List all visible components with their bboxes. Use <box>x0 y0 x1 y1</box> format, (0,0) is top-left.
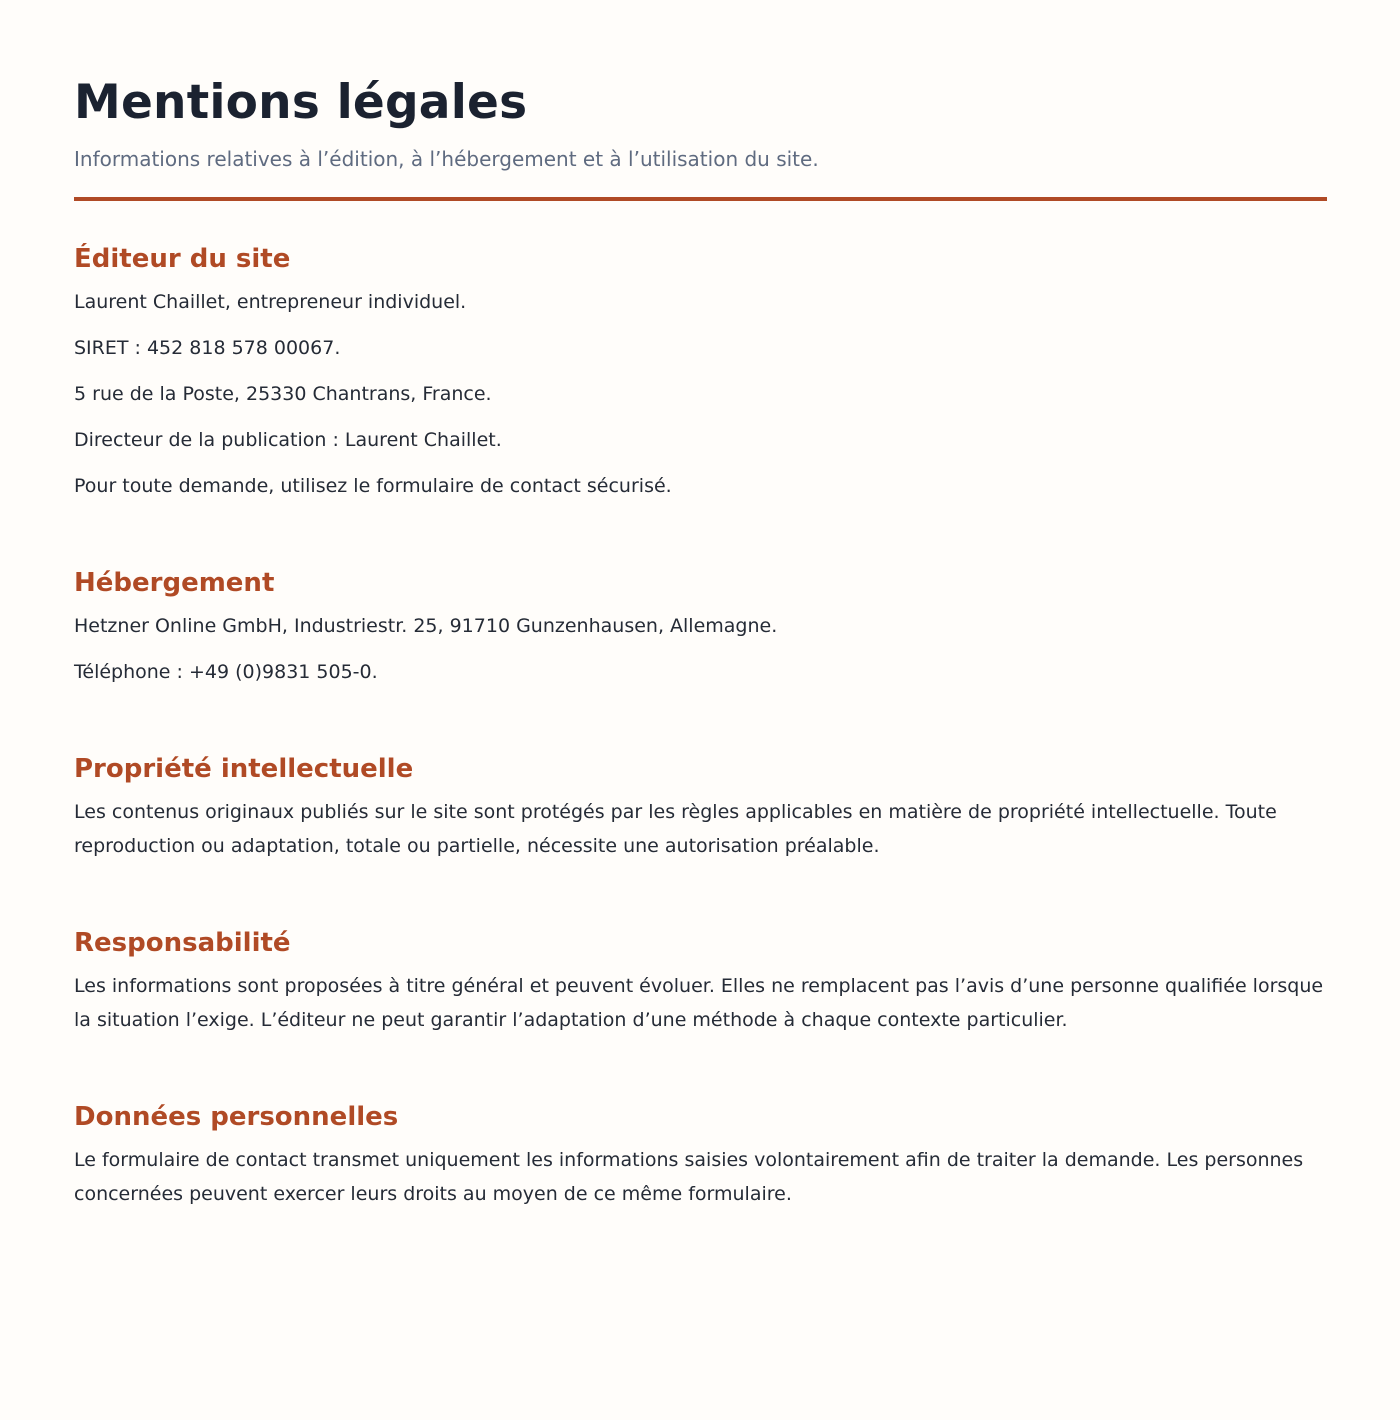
section-body <box>74 1143 1326 1211</box>
paragraph: Les informations sont proposées à titre général et peuvent évoluer. Elles ne remplacent pas l’avis d’une personne qualifiée lorsque la situation l’exige. L’éditeur ne peut garantir l’adaptation d’une méthode à chaque contexte particulier. <box>74 975 1324 1031</box>
section-body <box>74 285 1326 503</box>
page-title: Mentions légales <box>74 75 528 130</box>
section-donnees-personnelles <box>74 1099 1326 1211</box>
section-responsabilite <box>74 925 1326 1037</box>
section-title: Données personnelles <box>74 1102 399 1132</box>
paragraph: Les contenus originaux publiés sur le site sont protégés par les règles applicables en matière de propriété intellectuelle. Toute reproduction ou adaptation, totale ou partielle, nécessite une autorisation préalable. <box>74 801 1277 857</box>
section-title: Responsabilité <box>74 928 291 958</box>
header-divider <box>74 197 1327 201</box>
paragraph: Laurent Chaillet, entrepreneur individuel. <box>74 291 467 313</box>
section-title: Éditeur du site <box>74 244 291 274</box>
section-body <box>74 609 1326 689</box>
section-title: Hébergement <box>74 568 275 598</box>
paragraph: Hetzner Online GmbH, Industriestr. 25, 91710 Gunzenhausen, Allemagne. <box>74 615 778 637</box>
section-title: Propriété intellectuelle <box>74 754 414 784</box>
paragraph: Pour toute demande, utilisez le formulaire de contact sécurisé. <box>74 475 672 497</box>
section-body <box>74 795 1326 863</box>
section-hebergement <box>74 565 1326 689</box>
page-header <box>74 0 1326 201</box>
paragraph: 5 rue de la Poste, 25330 Chantrans, France. <box>74 383 492 405</box>
paragraph: Le formulaire de contact transmet uniquement les informations saisies volontairement afin de traiter la demande. Les personnes concernées peuvent exercer leurs droits au moyen de ce même formulaire. <box>74 1149 1304 1205</box>
section-propriete-intellectuelle <box>74 751 1326 863</box>
paragraph: Téléphone : +49 (0)9831 505-0. <box>74 661 378 683</box>
section-body <box>74 969 1326 1037</box>
page-subtitle: Informations relatives à l’édition, à l’hébergement et à l’utilisation du site. <box>74 147 819 171</box>
section-editeur <box>74 241 1326 503</box>
paragraph: Directeur de la publication : Laurent Chaillet. <box>74 429 502 451</box>
paragraph: SIRET : 452 818 578 00067. <box>74 337 341 359</box>
